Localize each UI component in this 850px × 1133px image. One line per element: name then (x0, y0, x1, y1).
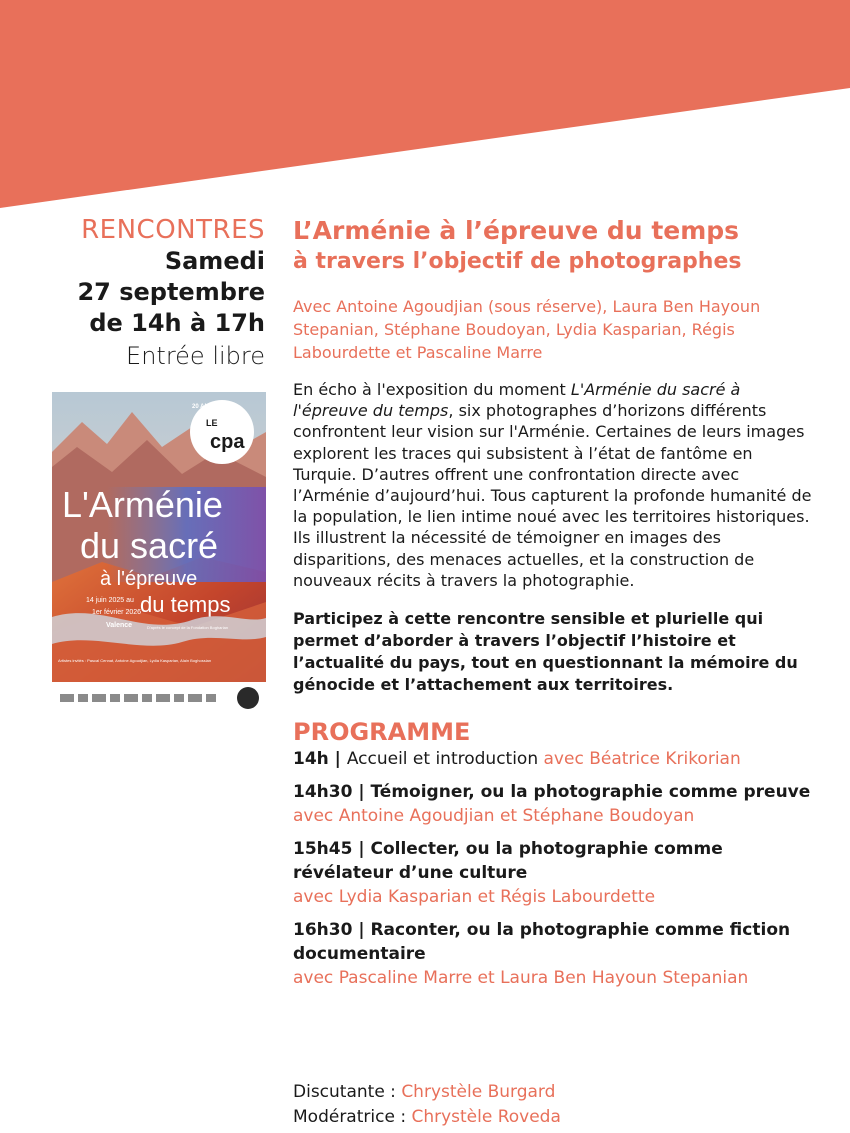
poster-title-line1: L'Arménie (62, 484, 223, 525)
event-category: RENCONTRES (81, 215, 265, 245)
program-item-time: 16h30 | (293, 920, 371, 941)
poster-title-line3: à l'épreuve (100, 568, 198, 590)
program-item (293, 780, 813, 828)
discutante-line (293, 1080, 561, 1105)
poster-note: D'après le concept de la Fondation Bogharian (147, 625, 229, 630)
program-item-label: Collecter, ou la photographie comme révélateur d’une culture (293, 839, 723, 884)
event-day: Samedi (164, 247, 265, 275)
program-item-time: 15h45 | (293, 839, 371, 860)
event-info (77, 214, 265, 373)
exhibition-title: L'Arménie du sacré à l'épreuve du temps (293, 380, 741, 421)
exhibition-poster (52, 392, 266, 714)
poster-logo-letters: cpa (210, 431, 245, 453)
page-subtitle: à travers l’objectif de photographes (293, 249, 742, 274)
discutante-label: Discutante : (293, 1082, 402, 1102)
program-item-label: Raconter, ou la photographie comme fiction documentaire (293, 920, 791, 965)
poster-anniversary: 20 ANS (192, 404, 213, 410)
program-item-speakers: avec Béatrice Krikorian (543, 749, 741, 770)
program-item-speakers: avec Lydia Kasparian et Régis Labourdette (293, 887, 656, 908)
poster-credit: Artistes invités : Pascal Cennat, Antoine Agoudjian, Lydia Kasparian, Alain Boghossian (58, 658, 212, 663)
poster-logo-top: LE (206, 418, 218, 428)
credits (293, 1080, 561, 1130)
program-heading: PROGRAMME (293, 718, 471, 747)
moderatrice-line (293, 1105, 561, 1130)
event-time: de 14h à 17h (89, 309, 265, 337)
program-item-label: Accueil et introduction (346, 749, 544, 770)
page-title: L’Arménie à l’épreuve du temps (293, 216, 740, 245)
discutante-name: Chrystèle Burgard (401, 1082, 556, 1102)
poster-city: Valence (106, 622, 133, 629)
program-item (293, 837, 813, 909)
poster-title-line2: du sacré (80, 525, 219, 566)
program-item-time: 14h30 | (293, 782, 371, 803)
description (293, 379, 813, 591)
program-item-speakers: avec Pascaline Marre et Laura Ben Hayoun Stepanian (293, 968, 749, 989)
program-item-label: Témoigner, ou la photographie comme preuve (370, 782, 811, 803)
program-item-speakers: avec Antoine Agoudjian et Stéphane Boudoyan (293, 806, 695, 827)
description-body: , six photographes d’horizons différents confrontent leur vision sur l'Arménie. Certaines de leurs images explorent les traces qui subsistent à l’état de fantôme en Turquie. D’autres offrent une confrontation directe avec l’Arménie d’aujourd’hui. Tous capturent la profonde humanité de la population, le lien intime noué avec les territoires historiques. Ils illustrent la nécessité de témoigner en images des disparitions, des menaces actuelles, et la construction de nouveaux récits à travers la photographie. (293, 401, 812, 590)
speakers-list: Avec Antoine Agoudjian (sous réserve), Laura Ben Hayoun Stepanian, Stéphane Boudoyan, Lydia Kasparian, Régis Labourdette et Pascaline Marre (293, 297, 761, 362)
main-content (293, 214, 813, 990)
event-entry: Entrée libre (126, 342, 265, 370)
program-item (293, 747, 813, 771)
poster-title-line4: du temps (140, 592, 231, 617)
description-intro: En écho à l'exposition du moment (293, 380, 571, 399)
moderatrice-label: Modératrice : (293, 1107, 412, 1127)
poster-dates-start: 14 juin 2025 au (86, 597, 134, 604)
header-banner (0, 0, 850, 210)
call-to-action: Participez à cette rencontre sensible et plurielle qui permet d’aborder à travers l’objectif l’histoire et l’actualité du pays, tout en questionnant la mémoire du génocide et l’attachement aux territoires. (293, 609, 798, 695)
event-date: 27 septembre (77, 278, 265, 306)
program-item (293, 918, 813, 990)
moderatrice-name: Chrystèle Roveda (411, 1107, 561, 1127)
poster-dates-end: 1er février 2026 (92, 609, 142, 616)
program-item-time: 14h | (293, 749, 347, 770)
